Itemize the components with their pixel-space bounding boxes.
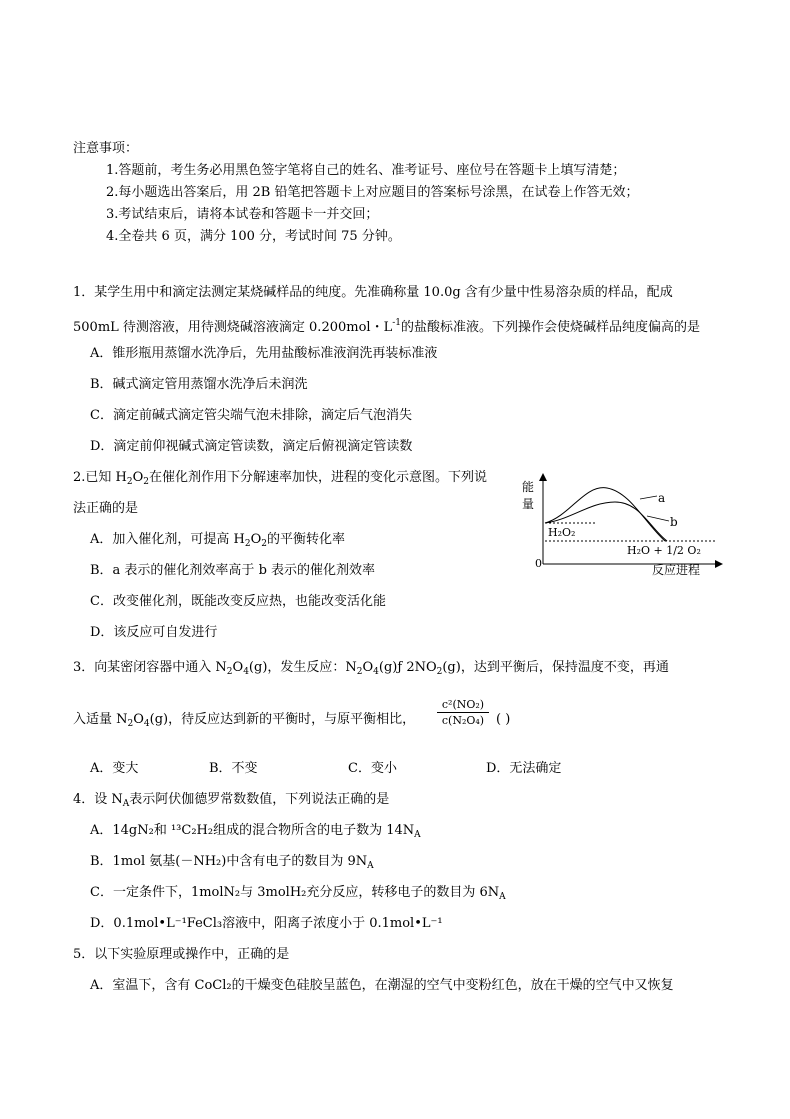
q3-stem-line1: 3．向某密闭容器中通入 $N_2O_4(g)$，发生反应：$N_2O_4(g)ƒ$ $2NO_2(g)$，达到平衡后，保持温度不变，再通 — [73, 660, 669, 677]
x-axis-label: 反应进程 — [652, 563, 701, 577]
q3-option-b: B．不变 — [209, 761, 258, 776]
q3-option-d: D．无法确定 — [486, 761, 562, 776]
q1-option-a: A．锥形瓶用蒸馏水洗净后，先用盐酸标准液润洗再装标准液 — [90, 346, 438, 361]
notice-item-1: 1.答题前，考生务必用黑色签字笔将自己的姓名、准考证号、座位号在答题卡上填写清楚； — [106, 163, 626, 178]
q1-option-b: B．碱式滴定管用蒸馏水洗净后未润洗 — [90, 377, 308, 392]
q2-option-d: D．该反应可自发进行 — [90, 625, 218, 640]
q4-option-a: A．14gN₂和 ¹³C₂H₂组成的混合物所含的电子数为 $14N_A$ — [90, 823, 421, 840]
q4-option-c: C．一定条件下，1molN₂与 3molH₂充分反应，转移电子的数目为 $6N_A$ — [90, 885, 506, 902]
q2-option-a: A．加入催化剂，可提高 $H_2O_2$的平衡转化率 — [90, 532, 346, 549]
q3-option-c: C．变小 — [348, 761, 397, 776]
q3-stem-line2: 入适量 $N_2O_4(g)$，待反应达到新的平衡时，与原平衡相比， — [73, 712, 416, 729]
energy-diagram — [515, 468, 730, 578]
notice-title: 注意事项： — [73, 141, 139, 156]
q2-stem-line1: 2.已知 $H_2O_2$在催化剂作用下分解速率加快，进程的变化示意图。下列说 — [73, 470, 488, 487]
curve-b-label: b — [670, 515, 678, 529]
q4-option-b: B．1mol 氨基(－NH₂)中含有电子的数目为 $9N_A$ — [90, 854, 374, 871]
origin-label: 0 — [535, 557, 542, 570]
q3-option-a: A．变大 — [90, 761, 139, 776]
q3-answer-blank: ( ) — [496, 712, 511, 727]
q2-stem-line2: 法正确的是 — [73, 501, 139, 516]
curve-a-label: a — [658, 491, 666, 505]
notice-item-4: 4.全卷共 6 页，满分 100 分，考试时间 75 分钟。 — [106, 229, 401, 244]
y-axis-label-2: 量 — [522, 497, 535, 511]
notice-item-2: 2.每小题选出答案后，用 2B 铅笔把答题卡上对应题目的答案标号涂黑，在试卷上作答无效； — [106, 185, 639, 200]
label-b-leader — [647, 516, 669, 521]
q1-option-d: D．滴定前仰视碱式滴定管读数，滴定后俯视滴定管读数 — [90, 439, 413, 454]
fraction-denominator: c(N₂O₄) — [441, 714, 485, 727]
q3-fraction — [437, 698, 489, 727]
product-label: H₂O + 1/2 O₂ — [627, 544, 701, 557]
q4-stem: 4．设 $N_A$表示阿伏伽德罗常数数值，下列说法正确的是 — [73, 792, 390, 809]
y-axis-label-1: 能 — [522, 480, 535, 494]
q5-stem: 5．以下实验原理或操作中，正确的是 — [73, 947, 290, 962]
q4-option-d: D．0.1mol•L⁻¹FeCl₃溶液中，阳离子浓度小于 0.1mol•L⁻¹ — [90, 916, 443, 931]
reactant-label: H₂O₂ — [548, 526, 576, 539]
label-a-leader — [640, 496, 657, 499]
q2-option-c: C．改变催化剂，既能改变反应热，也能改变活化能 — [90, 594, 386, 609]
notice-item-3: 3.考试结束后，请将本试卷和答题卡一并交回； — [106, 207, 379, 222]
q1-stem-line1: 1．某学生用中和滴定法测定某烧碱样品的纯度。先准确称量 10.0g 含有少量中性易溶杂质的样品，配成 — [73, 285, 673, 300]
q5-option-a: A．室温下，含有 CoCl₂的干燥变色硅胶呈蓝色，在潮湿的空气中变粉红色，放在干燥的空气中又恢复 — [90, 978, 674, 993]
q1-option-c: C．滴定前碱式滴定管尖端气泡未排除，滴定后气泡消失 — [90, 408, 412, 423]
q2-option-b: B．a 表示的催化剂效率高于 b 表示的催化剂效率 — [90, 563, 376, 578]
q1-stem-line2: 500mL 待测溶液，用待测烧碱溶液滴定 0.200mol・$L^{-1}$的盐酸标准液。下列操作会使烧碱样品纯度偏高的是 — [73, 318, 700, 335]
fraction-numerator: c²(NO₂) — [437, 698, 489, 713]
